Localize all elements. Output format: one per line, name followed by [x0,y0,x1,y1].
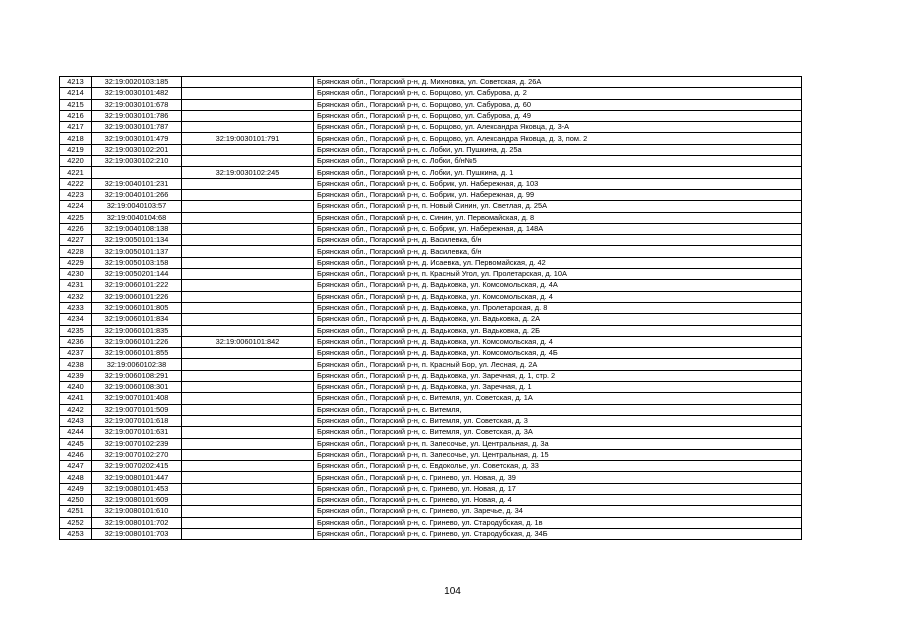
address-cell: Брянская обл., Погарский р-н, с. Лобки, ул. Пушкина, д. 1 [314,167,802,178]
address-cell: Брянская обл., Погарский р-н, с. Лобки, б/н№5 [314,156,802,167]
row-number-cell: 4240 [60,382,92,393]
address-cell: Брянская обл., Погарский р-н, с. Гринево, ул. Новая, д. 17 [314,483,802,494]
cadastral-number-cell: 32:19:0070101:408 [92,393,182,404]
table-row [60,325,802,336]
related-cadastral-number-cell [182,201,314,212]
cadastral-number-cell: 32:19:0050101:134 [92,235,182,246]
related-cadastral-number-cell [182,438,314,449]
row-number-cell: 4243 [60,415,92,426]
row-number-cell: 4251 [60,506,92,517]
cadastral-number-cell: 32:19:0080101:609 [92,494,182,505]
table-row [60,472,802,483]
address-cell: Брянская обл., Погарский р-н, д. Вадьковка, ул. Вадьковка, д. 2А [314,314,802,325]
related-cadastral-number-cell [182,156,314,167]
cadastral-number-cell: 32:19:0030101:479 [92,133,182,144]
table-row [60,404,802,415]
table-row [60,517,802,528]
row-number-cell: 4234 [60,314,92,325]
related-cadastral-number-cell [182,77,314,88]
row-number-cell: 4220 [60,156,92,167]
table-row [60,382,802,393]
table-row [60,415,802,426]
address-cell: Брянская обл., Погарский р-н, с. Борщово, ул. Александра Яковца, д. 3-А [314,122,802,133]
table-row [60,178,802,189]
table-row [60,189,802,200]
related-cadastral-number-cell [182,302,314,313]
related-cadastral-number-cell [182,189,314,200]
address-cell: Брянская обл., Погарский р-н, с. Витемля, ул. Советская, д. 1А [314,393,802,404]
row-number-cell: 4244 [60,427,92,438]
related-cadastral-number-cell [182,314,314,325]
related-cadastral-number-cell [182,382,314,393]
table-row [60,99,802,110]
row-number-cell: 4228 [60,246,92,257]
address-cell: Брянская обл., Погарский р-н, д. Исаевка, ул. Первомайская, д. 42 [314,257,802,268]
table-row [60,506,802,517]
row-number-cell: 4233 [60,302,92,313]
address-cell: Брянская обл., Погарский р-н, д. Михновка, ул. Советская, д. 26А [314,77,802,88]
row-number-cell: 4237 [60,348,92,359]
table-row [60,427,802,438]
page-number: 104 [444,586,461,597]
related-cadastral-number-cell: 32:19:0030102:245 [182,167,314,178]
address-cell: Брянская обл., Погарский р-н, д. Василевка, б/н [314,235,802,246]
related-cadastral-number-cell [182,506,314,517]
related-cadastral-number-cell [182,461,314,472]
related-cadastral-number-cell [182,483,314,494]
related-cadastral-number-cell [182,325,314,336]
cadastral-number-cell: 32:19:0040108:138 [92,223,182,234]
row-number-cell: 4217 [60,122,92,133]
cadastral-number-cell: 32:19:0030101:786 [92,110,182,121]
related-cadastral-number-cell [182,88,314,99]
cadastral-number-cell: 32:19:0040101:266 [92,189,182,200]
address-cell: Брянская обл., Погарский р-н, д. Вадьковка, ул. Заречная, д. 1, стр. 2 [314,370,802,381]
row-number-cell: 4221 [60,167,92,178]
related-cadastral-number-cell [182,393,314,404]
table-row [60,269,802,280]
address-cell: Брянская обл., Погарский р-н, д. Вадьковка, ул. Комсомольская, д. 4Б [314,348,802,359]
address-cell: Брянская обл., Погарский р-н, с. Гринево, ул. Новая, д. 39 [314,472,802,483]
row-number-cell: 4252 [60,517,92,528]
cadastral-number-cell: 32:19:0040103:57 [92,201,182,212]
cadastral-number-cell: 32:19:0060101:855 [92,348,182,359]
cadastral-number-cell: 32:19:0060101:835 [92,325,182,336]
related-cadastral-number-cell: 32:19:0030101:791 [182,133,314,144]
row-number-cell: 4230 [60,269,92,280]
row-number-cell: 4224 [60,201,92,212]
address-cell: Брянская обл., Погарский р-н, п. Красный Бор, ул. Лесная, д. 2А [314,359,802,370]
row-number-cell: 4242 [60,404,92,415]
address-cell: Брянская обл., Погарский р-н, с. Бобрик, ул. Набережная, д. 103 [314,178,802,189]
row-number-cell: 4216 [60,110,92,121]
related-cadastral-number-cell [182,291,314,302]
table-row [60,212,802,223]
address-cell: Брянская обл., Погарский р-н, с. Гринево, ул. Заречье, д. 34 [314,506,802,517]
table-row [60,110,802,121]
address-cell: Брянская обл., Погарский р-н, д. Василевка, б/н [314,246,802,257]
address-cell: Брянская обл., Погарский р-н, с. Евдоколье, ул. Советская, д. 33 [314,461,802,472]
cadastral-number-cell: 32:19:0060101:805 [92,302,182,313]
table-row [60,336,802,347]
related-cadastral-number-cell [182,144,314,155]
table-row [60,235,802,246]
row-number-cell: 4225 [60,212,92,223]
address-cell: Брянская обл., Погарский р-н, п. Запесочье, ул. Центральная, д. 15 [314,449,802,460]
table-row [60,348,802,359]
address-cell: Брянская обл., Погарский р-н, п. Запесочье, ул. Центральная, д. 3а [314,438,802,449]
table-row [60,494,802,505]
related-cadastral-number-cell [182,223,314,234]
table-row [60,302,802,313]
related-cadastral-number-cell [182,257,314,268]
address-cell: Брянская обл., Погарский р-н, с. Гринево, ул. Стародубская, д. 34Б [314,528,802,539]
table-body [60,77,802,540]
row-number-cell: 4236 [60,336,92,347]
row-number-cell: 4218 [60,133,92,144]
related-cadastral-number-cell [182,178,314,189]
cadastral-number-cell: 32:19:0070202:415 [92,461,182,472]
table-row [60,438,802,449]
cadastral-number-cell: 32:19:0080101:453 [92,483,182,494]
related-cadastral-number-cell [182,269,314,280]
related-cadastral-number-cell [182,246,314,257]
row-number-cell: 4214 [60,88,92,99]
address-cell: Брянская обл., Погарский р-н, д. Вадьковка, ул. Заречная, д. 1 [314,382,802,393]
cadastral-number-cell: 32:19:0060102:38 [92,359,182,370]
address-cell: Брянская обл., Погарский р-н, д. Вадьковка, ул. Вадьковка, д. 2Б [314,325,802,336]
row-number-cell: 4246 [60,449,92,460]
row-number-cell: 4247 [60,461,92,472]
address-cell: Брянская обл., Погарский р-н, с. Гринево, ул. Новая, д. 4 [314,494,802,505]
address-cell: Брянская обл., Погарский р-н, с. Синин, ул. Первомайская, д. 8 [314,212,802,223]
address-cell: Брянская обл., Погарский р-н, п. Новый Синин, ул. Светлая, д. 25А [314,201,802,212]
row-number-cell: 4241 [60,393,92,404]
table-row [60,257,802,268]
related-cadastral-number-cell [182,99,314,110]
address-cell: Брянская обл., Погарский р-н, с. Витемля, ул. Советская, д. 3 [314,415,802,426]
cadastral-number-cell [92,167,182,178]
table-row [60,133,802,144]
row-number-cell: 4250 [60,494,92,505]
related-cadastral-number-cell: 32:19:0060101:842 [182,336,314,347]
table-row [60,291,802,302]
row-number-cell: 4245 [60,438,92,449]
row-number-cell: 4213 [60,77,92,88]
cadastral-number-cell: 32:19:0040104:68 [92,212,182,223]
row-number-cell: 4238 [60,359,92,370]
related-cadastral-number-cell [182,280,314,291]
row-number-cell: 4229 [60,257,92,268]
cadastral-number-cell: 32:19:0030102:201 [92,144,182,155]
table-row [60,449,802,460]
table-row [60,314,802,325]
related-cadastral-number-cell [182,235,314,246]
cadastral-number-cell: 32:19:0060101:834 [92,314,182,325]
cadastral-number-cell: 32:19:0070102:239 [92,438,182,449]
related-cadastral-number-cell [182,359,314,370]
related-cadastral-number-cell [182,348,314,359]
row-number-cell: 4232 [60,291,92,302]
related-cadastral-number-cell [182,370,314,381]
row-number-cell: 4226 [60,223,92,234]
related-cadastral-number-cell [182,472,314,483]
address-cell: Брянская обл., Погарский р-н, с. Витемля, [314,404,802,415]
table-row [60,201,802,212]
table-row [60,223,802,234]
related-cadastral-number-cell [182,404,314,415]
cadastral-number-cell: 32:19:0050103:158 [92,257,182,268]
table-row [60,370,802,381]
related-cadastral-number-cell [182,517,314,528]
row-number-cell: 4219 [60,144,92,155]
cadastral-number-cell: 32:19:0030101:678 [92,99,182,110]
cadastral-number-cell: 32:19:0030102:210 [92,156,182,167]
related-cadastral-number-cell [182,494,314,505]
table-row [60,461,802,472]
row-number-cell: 4253 [60,528,92,539]
property-register-table [59,76,802,540]
cadastral-number-cell: 32:19:0060101:226 [92,291,182,302]
cadastral-number-cell: 32:19:0060108:301 [92,382,182,393]
table-row [60,144,802,155]
related-cadastral-number-cell [182,110,314,121]
row-number-cell: 4231 [60,280,92,291]
address-cell: Брянская обл., Погарский р-н, п. Красный Угол, ул. Пролетарская, д. 10А [314,269,802,280]
table-row [60,528,802,539]
cadastral-number-cell: 32:19:0030101:482 [92,88,182,99]
address-cell: Брянская обл., Погарский р-н, д. Вадьковка, ул. Комсомольская, д. 4 [314,291,802,302]
address-cell: Брянская обл., Погарский р-н, с. Гринево, ул. Стародубская, д. 1в [314,517,802,528]
table-row [60,167,802,178]
row-number-cell: 4249 [60,483,92,494]
address-cell: Брянская обл., Погарский р-н, с. Витемля, ул. Советская, д. 3А [314,427,802,438]
cadastral-number-cell: 32:19:0060108:291 [92,370,182,381]
related-cadastral-number-cell [182,415,314,426]
table-row [60,246,802,257]
related-cadastral-number-cell [182,212,314,223]
table-row [60,483,802,494]
cadastral-number-cell: 32:19:0060101:222 [92,280,182,291]
row-number-cell: 4239 [60,370,92,381]
row-number-cell: 4227 [60,235,92,246]
table-row [60,280,802,291]
related-cadastral-number-cell [182,528,314,539]
cadastral-number-cell: 32:19:0070101:631 [92,427,182,438]
row-number-cell: 4223 [60,189,92,200]
table-row [60,122,802,133]
address-cell: Брянская обл., Погарский р-н, с. Бобрик, ул. Набережная, д. 148А [314,223,802,234]
address-cell: Брянская обл., Погарский р-н, д. Вадьковка, ул. Комсомольская, д. 4 [314,336,802,347]
cadastral-number-cell: 32:19:0080101:610 [92,506,182,517]
address-cell: Брянская обл., Погарский р-н, с. Борщово, ул. Александра Яковца, д. 3, пом. 2 [314,133,802,144]
address-cell: Брянская обл., Погарский р-н, с. Борщово, ул. Сабурова, д. 60 [314,99,802,110]
table-row [60,393,802,404]
cadastral-number-cell: 32:19:0080101:703 [92,528,182,539]
cadastral-number-cell: 32:19:0070102:270 [92,449,182,460]
table-row [60,88,802,99]
address-cell: Брянская обл., Погарский р-н, д. Вадьковка, ул. Пролетарская, д. 8 [314,302,802,313]
cadastral-number-cell: 32:19:0040101:231 [92,178,182,189]
cadastral-number-cell: 32:19:0050101:137 [92,246,182,257]
cadastral-number-cell: 32:19:0080101:447 [92,472,182,483]
related-cadastral-number-cell [182,427,314,438]
cadastral-number-cell: 32:19:0030101:787 [92,122,182,133]
table-row [60,156,802,167]
row-number-cell: 4235 [60,325,92,336]
cadastral-number-cell: 32:19:0050201:144 [92,269,182,280]
related-cadastral-number-cell [182,122,314,133]
address-cell: Брянская обл., Погарский р-н, с. Борщово, ул. Сабурова, д. 49 [314,110,802,121]
address-cell: Брянская обл., Погарский р-н, с. Лобки, ул. Пушкина, д. 25а [314,144,802,155]
row-number-cell: 4215 [60,99,92,110]
related-cadastral-number-cell [182,449,314,460]
cadastral-number-cell: 32:19:0060101:226 [92,336,182,347]
row-number-cell: 4248 [60,472,92,483]
row-number-cell: 4222 [60,178,92,189]
table-row [60,359,802,370]
address-cell: Брянская обл., Погарский р-н, с. Бобрик, ул. Набережная, д. 99 [314,189,802,200]
table-row [60,77,802,88]
address-cell: Брянская обл., Погарский р-н, д. Вадьковка, ул. Комсомольская, д. 4А [314,280,802,291]
cadastral-number-cell: 32:19:0070101:509 [92,404,182,415]
address-cell: Брянская обл., Погарский р-н, с. Борщово, ул. Сабурова, д. 2 [314,88,802,99]
cadastral-number-cell: 32:19:0080101:702 [92,517,182,528]
cadastral-number-cell: 32:19:0020103:185 [92,77,182,88]
cadastral-number-cell: 32:19:0070101:618 [92,415,182,426]
